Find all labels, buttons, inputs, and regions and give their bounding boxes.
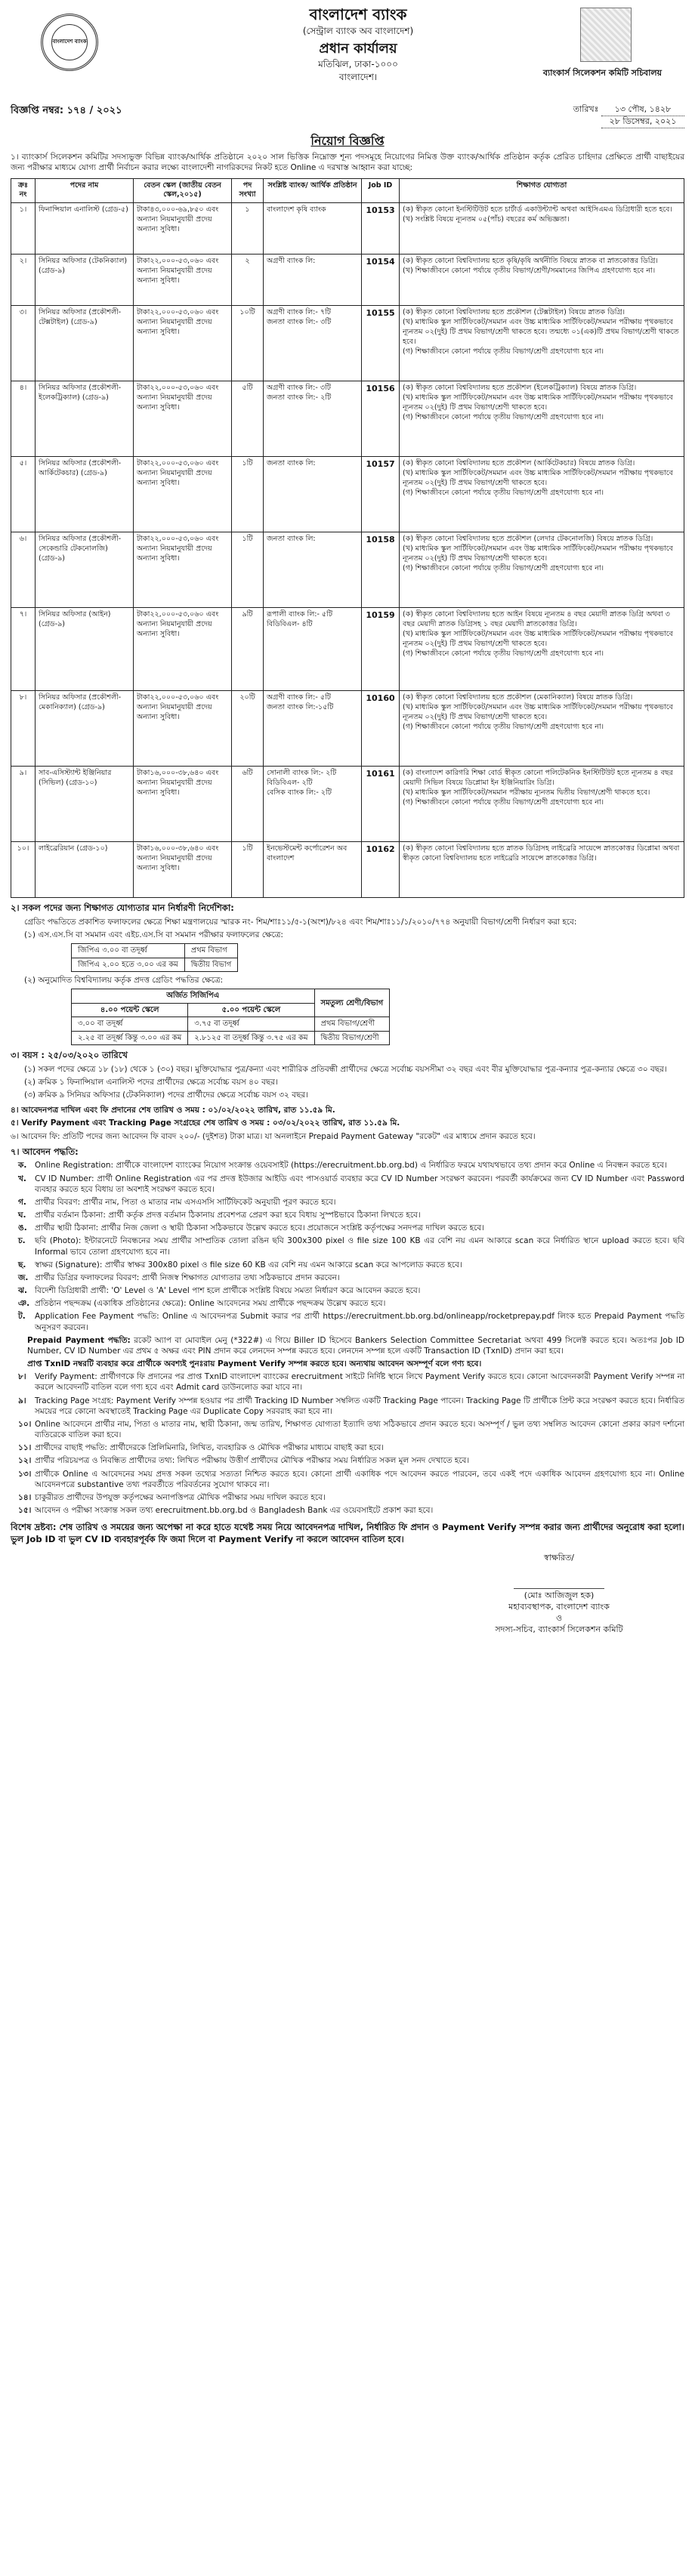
ssc-division-2: দ্বিতীয় বিভাগ bbox=[184, 958, 238, 972]
list-item-number: ঞ. bbox=[18, 1299, 30, 1309]
list-item bbox=[18, 1505, 684, 1516]
list-item bbox=[18, 1442, 684, 1453]
list-item-text: প্রার্থীর বর্তমান ঠিকানা: প্রার্থী কর্তৃক প্রদত্ত বর্তমান ঠিকানায় প্রবেশপত্র প্রেরণ করা হবে বিধায় সুস্পষ্টভাবে ঠিকানা লিখতে হবে। bbox=[35, 1211, 421, 1220]
prepaid-text: রকেট অ্যাপ বা মোবাইল মেনু (*322#) এ গিয়ে Biller ID হিসেবে Bankers Selection Committee Secretariat অথবা 499 সিলেক্ট করতে হবে। অতঃপর Job ID Number, CV ID Number এর প্রথম ৫ অক্ষর এবং PIN প্রদান করে লেনদেন সম্পন্ন করতে হবে। লেনদেন সম্পন্ন হলে একটি Transaction ID (TxnID) প্রদান করা হবে। bbox=[27, 1335, 684, 1356]
section-2-text: গ্রেডিং পদ্ধতিতে প্রকাশিত ফলাফলের ক্ষেত্রে শিক্ষা মন্ত্রণালয়ের স্মারক নং- শিম/শাঃ১১/৫-১(অংশ)/৮২৪ এবং শিম/শাঃ১১/১/২০১০/৭৭৪ অনুযায়ী বিভাগ/শ্রেণী নির্ধারণ করা হবে: bbox=[24, 917, 577, 927]
prepaid-title: Prepaid Payment পদ্ধতি: bbox=[27, 1335, 131, 1345]
section-7-title: ৭। আবেদন পদ্ধতি: bbox=[11, 1146, 79, 1157]
equiv-header: সমতুল্য শ্রেণী/বিভাগ bbox=[314, 989, 390, 1017]
special-note: বিশেষ দ্রষ্টব্য: শেষ তারিখ ও সময়ের জন্য অপেক্ষা না করে হাতে যথেষ্ট সময় নিয়ে আবেদনপত্র দাখিল, নির্ধারিত ফি প্রদান ও Payment Verify সম্পন্ন করার জন্য প্রার্থীদের অনুরোধ করা হলো। ভুল Job ID বা ভুল CV ID ব্যবহারপূর্বক ফি জমা দিলে বা Payment Verify না করলে আবেদন বাতিল হবে। bbox=[11, 1522, 684, 1544]
col-education: শিক্ষাগত যোগ্যতা bbox=[400, 178, 684, 203]
cell-scale: টাকা২২,০০০-৫৩,০৬০ এবং অন্যান্য নিয়মানুযায়ী প্রদেয় অন্যান্য সুবিধা। bbox=[134, 691, 232, 767]
cell-bank: অগ্রণী ব্যাংক লি: bbox=[264, 255, 362, 306]
cell-education: (ক) বাংলাদেশ কারিগরি শিক্ষা বোর্ড স্বীকৃত কোনো পলিটেকনিক ইনস্টিটিউট হতে ন্যূনতম ৪ বছর মেয়াদী সিভিল বিষয়ে ডিপ্লোমা ইন ইঞ্জিনিয়ারিং ডিগ্রি। (খ) মাধ্যমিক স্কুল সার্টিফিকেট/সমমান পরীক্ষায় ন্যূনতম দ্বিতীয় বিভাগ/শ্রেণী থাকতে হবে। (গ) শিক্ষাজীবনে কোনো পর্যায়ে তৃতীয় বিভাগ/শ্রেণী গ্রহণযোগ্য হবে না। bbox=[400, 767, 684, 842]
list-item-number: ট. bbox=[18, 1312, 26, 1322]
ssc-division-1: প্রথম বিভাগ bbox=[184, 944, 238, 958]
list-item bbox=[18, 1160, 684, 1171]
cell-count: ৫টি bbox=[232, 381, 264, 457]
cell-bank: বাংলাদেশ কৃষি ব্যাংক bbox=[264, 203, 362, 255]
date-label: তারিখঃ bbox=[573, 104, 599, 114]
list-item-text: প্রার্থীকে Online এ আবেদনের সময় প্রদত্ত সকল তথ্যের সত্যতা নিশ্চিত করতে হবে। কোনো প্রার্থী একাধিক পদে আবেদন করতে পারবেন, তবে একই পদে একাধিক আবেদন গ্রহণযোগ্য হবে না। Online আবেদনপত্রে substantive তথ্য পরবর্তীতে পরিবর্তনের সুযোগ থাকবে না। bbox=[35, 1469, 684, 1489]
signatory-name: (মোঃ আজিজুল হক) bbox=[524, 1590, 595, 1601]
reference-line bbox=[11, 104, 684, 128]
cell-job-id: 10161 bbox=[362, 767, 400, 842]
cell-post: সিনিয়র অফিসার (প্রকৌশলী-মেকানিক্যাল) (গ্রেড-৯) bbox=[36, 691, 134, 767]
table-row bbox=[11, 767, 684, 842]
cell-bank: অগ্রণী ব্যাংক লি:- ৭টি জনতা ব্যাংক লি:- ৩টি bbox=[264, 306, 362, 381]
list-item-number: ১১। bbox=[18, 1443, 32, 1453]
list-item-text: বিদেশী ডিগ্রিধারী প্রার্থী: 'O' Level ও 'A' Level পাশ হলে প্রার্থীকে সংশ্লিষ্ট বিষয়ে সমতা নির্ধারণ করে আবেদন করতে হবে। bbox=[35, 1286, 421, 1296]
cell-job-id: 10162 bbox=[362, 842, 400, 898]
list-item-number: ৮। bbox=[18, 1372, 26, 1382]
list-item bbox=[18, 1311, 684, 1332]
bank-english-name: (সেন্ট্রাল ব্যাংক অব বাংলাদেশ) bbox=[302, 26, 414, 36]
cell-post: সিনিয়র অফিসার (প্রকৌশলী-আর্কিটেকচার) (গ্রেড-৯) bbox=[36, 457, 134, 532]
list-item bbox=[18, 1236, 684, 1257]
intro-paragraph: ১। ব্যাংকার্স সিলেকশন কমিটির সদস্যভুক্ত বিভিন্ন ব্যাংক/আর্থিক প্রতিষ্ঠানে ২০২০ সাল ভিত্তিক নিম্নোক্ত শূন্য পদসমূহে নিয়োগের নিমিত্ত উক্ত ব্যাংক/আর্থিক প্রতিষ্ঠান কর্তৃক প্রেরিত চাহিদার প্রেক্ষিতে প্রার্থী বাছাইয়ের জন্য পরীক্ষার মাধ্যমে যোগ্য প্রার্থী নির্বাচন করার লক্ষ্যে বাংলাদেশী নাগরিকদের নিকট হতে Online এ দরখাস্ত আহ্বান করা যাচ্ছে: bbox=[11, 153, 684, 173]
list-item bbox=[18, 1273, 684, 1283]
list-item-number: চ. bbox=[18, 1236, 26, 1246]
list-item-number: ঝ. bbox=[18, 1286, 27, 1296]
deadline-value-2: : ০৩/০২/২০২২ তারিখ, রাত ১১.৫৯ মি. bbox=[267, 1118, 400, 1128]
table-row bbox=[72, 989, 390, 1004]
portrait-image bbox=[580, 8, 632, 62]
table-row bbox=[72, 958, 238, 972]
cell-education: (ক) স্বীকৃত কোনো বিশ্ববিদ্যালয় হতে প্রকৌশল (টেক্সটাইল) বিষয়ে স্নাতক ডিগ্রি। (খ) মাধ্যমিক স্কুল সার্টিফিকেট/সমমান এবং উচ্চ মাধ্যমিক সার্টিফিকেট/সমমান পরীক্ষায় পৃথকভাবে ন্যূনতম ০২(দুই) টি প্রথম বিভাগ/শ্রেণী থাকতে হবে। তন্মধ্যে ০১(এক)টি প্রথম বিভাগ/শ্রেণী থাকতে হবে। (গ) শিক্ষাজীবনে কোনো পর্যায়ে তৃতীয় বিভাগ/শ্রেণী গ্রহণযোগ্য হবে না। bbox=[400, 306, 684, 381]
date-english: ২৮ ডিসেম্বর, ২০২১ bbox=[601, 116, 684, 128]
cell-scale: টাকা৪৩,০০০-৬৯,৮৫০ এবং অন্যান্য নিয়মানুযায়ী প্রদেয় অন্যান্য সুবিধা। bbox=[134, 203, 232, 255]
list-item-text: প্রার্থীর স্থায়ী ঠিকানা: প্রার্থীর নিজ জেলা ও স্থায়ী ঠিকানা সঠিকভাবে উল্লেখ করতে হবে। প্রয়োজনে সংশ্লিষ্ট কর্তৃপক্ষের সনদপত্র দাখিল করতে হবে। bbox=[35, 1223, 484, 1233]
table-row bbox=[72, 1031, 390, 1045]
cell-bank: অগ্রণী ব্যাংক লি:- ৫টি জনতা ব্যাংক লি:-১৫টি bbox=[264, 691, 362, 767]
cell-serial: ৫। bbox=[11, 457, 36, 532]
table-row bbox=[11, 457, 684, 532]
cell-count: ২০টি bbox=[232, 691, 264, 767]
cgpa-eq-2: দ্বিতীয় বিভাগ/শ্রেণী bbox=[314, 1031, 390, 1045]
cell-job-id: 10159 bbox=[362, 608, 400, 691]
ssc-label: (১) এস.এস.সি বা সমমান এবং এইচ.এস.সি বা সমমান পরীক্ষার ফলাফলের ক্ষেত্রে: bbox=[24, 930, 283, 939]
cell-scale: টাকা২২,০০০-৫৩,০৬০ এবং অন্যান্য নিয়মানুযায়ী প্রদেয় অন্যান্য সুবিধা। bbox=[134, 608, 232, 691]
list-item-text: স্বাক্ষর (Signature): প্রার্থীর স্বাক্ষর 300x80 pixel ও file size 60 KB এর বেশি নয় এমন আকারে scan করে আপলোড করতে হবে। bbox=[35, 1260, 462, 1269]
list-item bbox=[18, 1197, 684, 1208]
section-application-method bbox=[11, 1146, 684, 1369]
deadline-label-3: ৬। আবেদন ফি: প্রতিটি পদের জন্য আবেদন ফি বাবদ ২০০/- (দুইশত) টাকা মাত্র। bbox=[11, 1131, 263, 1141]
cell-count: ২ bbox=[232, 255, 264, 306]
list-item bbox=[18, 1455, 684, 1466]
list-item-text: প্রার্থীর পরিচয়পত্র ও নিবন্ধিত প্রার্থীদের তথ্য: লিখিত পরীক্ষায় উত্তীর্ণ প্রার্থীদের মৌখিক পরীক্ষার সময় নির্ধারিত সকল মূল সনদ দেখাতে হবে। bbox=[35, 1456, 470, 1466]
table-row bbox=[11, 381, 684, 457]
cell-scale: টাকা২২,০০০-৫৩,০৬০ এবং অন্যান্য নিয়মানুযায়ী প্রদেয় অন্যান্য সুবিধা। bbox=[134, 255, 232, 306]
notice-title: নিয়োগ বিজ্ঞপ্তি bbox=[310, 133, 385, 148]
bangladesh-bank-logo-icon bbox=[41, 14, 98, 71]
ssc-grade-table bbox=[71, 943, 238, 972]
deadline-label-1: ৪। আবেদনপত্র দাখিল এবং ফি প্রদানের শেষ তারিখ ও সময় bbox=[11, 1106, 199, 1115]
posts-table bbox=[11, 178, 684, 899]
cell-bank: রূপালী ব্যাংক লি:- ৫টি বিডিবিএল- ৪টি bbox=[264, 608, 362, 691]
signatory-and: ও bbox=[555, 1612, 563, 1623]
list-item-number: ঘ. bbox=[18, 1211, 26, 1220]
col-bank: সংশ্লিষ্ট ব্যাংক/ আর্থিক প্রতিষ্ঠান bbox=[264, 178, 362, 203]
table-row bbox=[72, 1017, 390, 1032]
list-item bbox=[18, 1419, 684, 1440]
bank-name: বাংলাদেশ ব্যাংক bbox=[309, 5, 407, 23]
application-steps-list bbox=[18, 1160, 684, 1332]
list-item bbox=[18, 1260, 684, 1270]
deadline-item bbox=[11, 1118, 684, 1128]
list-item-text: চাকুরীরত প্রার্থীদের উপযুক্ত কর্তৃপক্ষের অনাপত্তিপত্র মৌখিক পরীক্ষার সময় দাখিল করতে হবে। bbox=[35, 1492, 326, 1502]
cell-post: সিনিয়র অফিসার (প্রকৌশলী-সেকেন্ডারি টেকনোলজি) (গ্রেড-৯) bbox=[36, 532, 134, 608]
scale4-header: ৪.০০ পয়েন্ট স্কেলে bbox=[72, 1003, 188, 1017]
office-heading bbox=[237, 5, 479, 83]
cell-serial: ৬। bbox=[11, 532, 36, 608]
cgpa-s5-2: ২.৮১২৫ বা তদূর্ধ্ব কিন্তু ৩.৭৫ এর কম bbox=[188, 1031, 314, 1045]
cell-bank: জনতা ব্যাংক লি: bbox=[264, 532, 362, 608]
table-row bbox=[11, 842, 684, 898]
age-item-2: (২) ক্রমিক ১ ফিনান্সিয়াল এনালিস্ট পদের প্রার্থীদের ক্ষেত্রে সর্বোচ্চ বয়স ৪০ বছর। bbox=[24, 1077, 278, 1087]
cell-job-id: 10155 bbox=[362, 306, 400, 381]
list-item-number: ১৫। bbox=[18, 1506, 32, 1516]
list-item-number: ছ. bbox=[18, 1260, 26, 1269]
cgpa-s4-2: ২.২৫ বা তদূর্ধ্ব কিন্তু ৩.০০ এর কম bbox=[72, 1031, 188, 1045]
deadline-value-3: যা অনলাইনে Prepaid Payment Gateway "রকেট" এর মাধ্যমে প্রদান করতে হবে। bbox=[264, 1131, 536, 1141]
cell-scale: টাকা২২,০০০-৫৩,০৬০ এবং অন্যান্য নিয়মানুযায়ী প্রদেয় অন্যান্য সুবিধা। bbox=[134, 306, 232, 381]
deadline-item bbox=[11, 1131, 684, 1142]
cell-count: ১টি bbox=[232, 842, 264, 898]
list-item-number: খ. bbox=[18, 1174, 26, 1183]
cell-job-id: 10154 bbox=[362, 255, 400, 306]
cell-scale: টাকা১৬,০০০-৩৮,৬৪০ এবং অন্যান্য নিয়মানুযায়ী প্রদেয় অন্যান্য সুবিধা। bbox=[134, 842, 232, 898]
head-office: প্রধান কার্যালয় bbox=[319, 41, 397, 57]
list-item-text: Verify Payment: প্রার্থীগণকে ফি প্রদানের পর প্রাপ্ত TxnID বাংলাদেশ ব্যাংকের erecruitment সাইটে নির্দিষ্ট স্থানে লিখে Payment Verify করতে হবে। কোনো আবেদনকারী Payment Verify সম্পন্ন না করলে আবেদনটি বাতিল বলে গণ্য হবে এবং Admit card ডাউনলোড করা যাবে না। bbox=[35, 1372, 684, 1393]
cell-serial: ২। bbox=[11, 255, 36, 306]
list-item bbox=[18, 1371, 684, 1393]
cell-serial: ৪। bbox=[11, 381, 36, 457]
list-item-text: Online আবেদনে প্রার্থীর নাম, পিতা ও মাতার নাম, স্থায়ী ঠিকানা, জন্ম তারিখ, শিক্ষাগত যোগ্যতা ইত্যাদি তথ্য সঠিকভাবে প্রদান করতে হবে। অসম্পূর্ণ / ভুল তথ্য সম্বলিত আবেদন কোনো প্রকার কারণ দর্শানো ব্যতিরেকে বাতিল করা হবে। bbox=[35, 1419, 684, 1440]
list-item bbox=[18, 1210, 684, 1220]
list-item-text: প্রার্থীর ডিগ্রির ফলাফলের বিবরণ: প্রার্থী নিজস্ব শিক্ষাগত যোগ্যতার তথ্য সঠিকভাবে প্রদান করবেন। bbox=[35, 1273, 340, 1282]
cell-scale: টাকা১৬,০০০-৩৮,৬৪০ এবং অন্যান্য নিয়মানুযায়ী প্রদেয় অন্যান্য সুবিধা। bbox=[134, 767, 232, 842]
other-instructions-list bbox=[18, 1371, 684, 1516]
list-item-number: ক. bbox=[18, 1161, 27, 1171]
signature-block bbox=[434, 1553, 684, 1635]
deadline-item bbox=[11, 1105, 684, 1115]
date-bangla: ১৩ পৌষ, ১৪২৮ bbox=[601, 104, 684, 116]
cell-count: ১টি bbox=[232, 532, 264, 608]
cell-education: (ক) স্বীকৃত কোনো বিশ্ববিদ্যালয় হতে প্রকৌশল (মেকানিক্যাল) বিষয়ে স্নাতক ডিগ্রি। (খ) মাধ্যমিক স্কুল সার্টিফিকেট/সমমান এবং উচ্চ মাধ্যমিক সার্টিফিকেট/সমমান পরীক্ষায় পৃথকভাবে ন্যূনতম ০২(দুই) টি প্রথম বিভাগ/শ্রেণী থাকতে হবে। (গ) শিক্ষাজীবনে কোনো পর্যায়ে তৃতীয় বিভাগ/শ্রেণী গ্রহণযোগ্য হবে না। bbox=[400, 691, 684, 767]
cell-scale: টাকা২২,০০০-৫৩,০৬০ এবং অন্যান্য নিয়মানুযায়ী প্রদেয় অন্যান্য সুবিধা। bbox=[134, 381, 232, 457]
section-age bbox=[11, 1050, 684, 1100]
cgpa-s5-1: ৩.৭৫ বা তদূর্ধ্ব bbox=[188, 1017, 314, 1032]
list-item-number: ১৪। bbox=[18, 1492, 32, 1502]
cell-education: (ক) স্বীকৃত কোনো বিশ্ববিদ্যালয় হতে আইন বিষয়ে ন্যূনতম ৪ বছর মেয়াদী স্নাতক ডিগ্রি অথবা ৩ বছর মেয়াদী স্নাতক ডিগ্রিসহ ১ বছর মেয়াদী স্নাতকোত্তর ডিগ্রি। (খ) মাধ্যমিক স্কুল সার্টিফিকেট/সমমান এবং উচ্চ মাধ্যমিক সার্টিফিকেট/সমমান পরীক্ষায় পৃথকভাবে ন্যূনতম ০২(দুই) টি প্রথম বিভাগ/শ্রেণী থাকতে হবে। (গ) শিক্ষাজীবনে কোনো পর্যায়ে তৃতীয় বিভাগ/শ্রেণী গ্রহণযোগ্য হবে না। bbox=[400, 608, 684, 691]
list-item-number: ১০। bbox=[18, 1419, 32, 1429]
list-item-text: Application Fee Payment পদ্ধতি: Online এ আবেদনপত্র Submit করার পর প্রার্থী https://erecruitment.bb.org.bd/onlineapp/rocketprepay.pdf লিংক হতে Prepaid Payment পদ্ধতি অনুসরণ করবেন। bbox=[35, 1312, 684, 1332]
cell-job-id: 10157 bbox=[362, 457, 400, 532]
table-row bbox=[11, 203, 684, 255]
section-3-title: ৩। বয়স : ২৫/০৩/২০২০ তারিখে bbox=[11, 1050, 128, 1061]
list-item bbox=[18, 1492, 684, 1503]
cell-bank: জনতা ব্যাংক লি: bbox=[264, 457, 362, 532]
list-item bbox=[18, 1285, 684, 1296]
table-row bbox=[11, 691, 684, 767]
notice-date bbox=[573, 104, 684, 128]
cell-post: সিনিয়র অফিসার (প্রকৌশলী-ইলেকট্রিক্যাল) (গ্রেড-৯) bbox=[36, 381, 134, 457]
cell-serial: ৩। bbox=[11, 306, 36, 381]
cell-scale: টাকা২২,০০০-৫৩,০৬০ এবং অন্যান্য নিয়মানুযায়ী প্রদেয় অন্যান্য সুবিধা। bbox=[134, 532, 232, 608]
col-scale: বেতন স্কেল (জাতীয় বেতন স্কেল,২০১৫) bbox=[134, 178, 232, 203]
list-item-text: Online Registration: প্রার্থীকে বাংলাদেশ ব্যাংকের নিয়োগ সংক্রান্ত ওয়েবসাইট (https://erecruitment.bb.org.bd) এ নির্ধারিত ফরমে যথাযথভাবে তথ্য প্রদান করে Online এ নিবন্ধন করতে হবে। bbox=[35, 1161, 667, 1171]
table-row bbox=[11, 306, 684, 381]
committee-name: ব্যাংকার্স সিলেকশন কমিটি সচিবালয় bbox=[542, 68, 662, 78]
cell-post: সাব-এসিস্ট্যান্ট ইঞ্জিনিয়ার (সিভিল) (গ্রেড-১০) bbox=[36, 767, 134, 842]
col-serial: ক্রঃ নং bbox=[11, 178, 36, 203]
logo-text: বাংলাদেশ ব্যাংক bbox=[52, 39, 87, 45]
cell-post: ফিনান্সিয়াল এনালিস্ট (গ্রেড-৫) bbox=[36, 203, 134, 255]
cgpa-eq-1: প্রথম বিভাগ/শ্রেণী bbox=[314, 1017, 390, 1032]
table-row bbox=[11, 532, 684, 608]
prepaid-block bbox=[27, 1335, 684, 1356]
cell-count: ১০টি bbox=[232, 306, 264, 381]
cell-count: ১টি bbox=[232, 457, 264, 532]
list-item bbox=[18, 1298, 684, 1309]
list-item-text: প্রার্থীদের বাছাই পদ্ধতি: প্রার্থীদেরকে প্রিলিমিনারি, লিখিত, ব্যবহারিক ও মৌখিক পরীক্ষার মাধ্যমে বাছাই করা হবে। bbox=[35, 1443, 385, 1453]
cell-scale: টাকা২২,০০০-৫৩,০৬০ এবং অন্যান্য নিয়মানুযায়ী প্রদেয় অন্যান্য সুবিধা। bbox=[134, 457, 232, 532]
cell-bank: সোনালী ব্যাংক লি:- ২টি বিডিবিএল- ২টি বেসিক ব্যাংক লি:- ২টি bbox=[264, 767, 362, 842]
cell-education: (ক) স্বীকৃত কোনো ইনস্টিটিউট হতে চার্টার্ড একাউন্ট্যান্ট অথবা আইসিএমএ ডিগ্রিধারী হতে হবে। (খ) সংশ্লিষ্ট বিষয়ে ন্যূনতম ০৫(পাঁচ) বছরের কর্ম অভিজ্ঞতা। bbox=[400, 203, 684, 255]
cell-bank: ইনভেস্টমেন্ট কর্পোরেশন অব বাংলাদেশ bbox=[264, 842, 362, 898]
list-item-text: প্রতিষ্ঠান পছন্দক্রম (একাধিক প্রতিষ্ঠানের ক্ষেত্রে): Online আবেদনের সময় প্রার্থীকে পছন্দক্রম উল্লেখ করতে হবে। bbox=[35, 1299, 386, 1309]
country: বাংলাদেশ। bbox=[338, 71, 378, 82]
list-item-text: আবেদন ও পরীক্ষা সংক্রান্ত সকল তথ্য erecruitment.bb.org.bd ও Bangladesh Bank এর ওয়েবসাইটে প্রকাশ করা হবে। bbox=[35, 1506, 434, 1516]
cell-count: ৬টি bbox=[232, 767, 264, 842]
col-post: পদের নাম bbox=[36, 178, 134, 203]
col-count: পদ সংখ্যা bbox=[232, 178, 264, 203]
signed-label: স্বাক্ষরিত/ bbox=[544, 1553, 574, 1563]
cell-bank: অগ্রণী ব্যাংক লি:- ৩টি জনতা ব্যাংক লি:- ২টি bbox=[264, 381, 362, 457]
cell-serial: ১০। bbox=[11, 842, 36, 898]
list-item-text: CV ID Number: প্রার্থী Online Registration এর পর প্রদত্ত ইউজার আইডি এবং পাসওয়ার্ড ব্যবহার করে CV ID Number সংরক্ষণ করবেন। পরবর্তী কার্যক্রমের জন্য CV ID Number এবং Password ব্যবহার করতে হবে বিধায় তা অবশ্যই সংরক্ষণ করতে হবে। bbox=[35, 1174, 684, 1194]
scale5-header: ৫.০০ পয়েন্ট স্কেলে bbox=[188, 1003, 314, 1017]
logo-inner bbox=[51, 24, 88, 60]
ssc-range-1: জিপিএ ৩.০০ বা তদূর্ধ্ব bbox=[72, 944, 185, 958]
list-item bbox=[18, 1469, 684, 1490]
cell-job-id: 10160 bbox=[362, 691, 400, 767]
txn-note: প্রাপ্ত TxnID নম্বরটি ব্যবহার করে প্রার্থীকে অবশ্যই পুনঃরায় Payment Verify সম্পন্ন করতে হবে। অন্যথায় আবেদন অসম্পূর্ণ বলে গণ্য হবে। bbox=[27, 1359, 482, 1369]
cell-education: (ক) স্বীকৃত কোনো বিশ্ববিদ্যালয় হতে প্রকৌশল (আর্কিটেকচার) বিষয়ে স্নাতক ডিগ্রি। (খ) মাধ্যমিক স্কুল সার্টিফিকেট/সমমান এবং উচ্চ মাধ্যমিক সার্টিফিকেট/সমমান পরীক্ষায় পৃথকভাবে ন্যূনতম ০২(দুই) টি প্রথম বিভাগ/শ্রেণী থাকতে হবে। (গ) শিক্ষাজীবনে কোনো পর্যায়ে তৃতীয় বিভাগ/শ্রেণী গ্রহণযোগ্য হবে না। bbox=[400, 457, 684, 532]
list-item bbox=[18, 1223, 684, 1233]
table-row bbox=[72, 944, 238, 958]
cell-job-id: 10153 bbox=[362, 203, 400, 255]
list-item-text: প্রার্থীর বিবরণ: প্রার্থীর নাম, পিতা ও মাতার নাম এসএসসি সার্টিফিকেট অনুযায়ী পূরণ করতে হবে। bbox=[35, 1197, 336, 1207]
list-item bbox=[18, 1174, 684, 1195]
list-item-text: ছবি (Photo): ইন্টারনেটে নিবন্ধনের সময় প্রার্থীর সাম্প্রতিক তোলা রঙিন ছবি 300x300 pixel ও file size 100 KB এর বেশি নয় এমন আকারে scan করে নির্ধারিত স্থানে upload করতে হবে। ছবি Informal ভাবে তোলা গ্রহণযোগ্য হবে না। bbox=[35, 1236, 684, 1257]
list-item-text: Tracking Page সংগ্রহ: Payment Verify সম্পন্ন হওয়ার পর প্রার্থী Tracking ID Number সম্বলিত একটি Tracking Page পাবেন। Tracking Page টি প্রার্থীকে প্রিন্ট করে সংরক্ষণ করতে হবে। নির্ধারিত সময়ের পরে কোনো অবস্থাতেই Tracking Page এর Duplicate Copy সরবরাহ করা হবে না। bbox=[35, 1396, 684, 1416]
cell-post: সিনিয়র অফিসার (প্রকৌশলী-টেক্সটাইল) (গ্রেড-৯) bbox=[36, 306, 134, 381]
signatory-designation: মহাব্যবস্থাপক, বাংলাদেশ ব্যাংক bbox=[508, 1602, 610, 1612]
deadline-value-1: : ০১/০২/২০২২ তারিখ, রাত ১১.৫৯ মি. bbox=[202, 1106, 335, 1115]
cell-post: লাইব্রেরিয়ান (গ্রেড-১০) bbox=[36, 842, 134, 898]
list-item bbox=[18, 1396, 684, 1417]
table-row bbox=[11, 255, 684, 306]
list-item-number: ঙ. bbox=[18, 1223, 27, 1233]
notice-reference: বিজ্ঞপ্তি নম্বর: ১৭৪ / ২০২১ bbox=[11, 105, 122, 116]
list-item-number: ৯। bbox=[18, 1396, 26, 1405]
list-item-number: ১২। bbox=[18, 1456, 32, 1466]
cell-serial: ৮। bbox=[11, 691, 36, 767]
list-item-number: গ. bbox=[18, 1197, 26, 1207]
cell-count: ১ bbox=[232, 203, 264, 255]
cgpa-s4-1: ৩.০০ বা তদূর্ধ্ব bbox=[72, 1017, 188, 1032]
signature-image bbox=[514, 1566, 604, 1589]
table-header-row bbox=[11, 178, 684, 203]
cell-post: সিনিয়র অফিসার (টেকনিক্যাল) (গ্রেড-৯) bbox=[36, 255, 134, 306]
signatory-role: সদস্য-সচিব, ব্যাংকার্স সিলেকশন কমিটি bbox=[495, 1624, 623, 1634]
cell-serial: ৭। bbox=[11, 608, 36, 691]
cell-job-id: 10156 bbox=[362, 381, 400, 457]
ssc-range-2: জিপিএ ২.০০ হতে ৩.০০ এর কম bbox=[72, 958, 185, 972]
section-deadlines bbox=[11, 1105, 684, 1142]
cell-serial: ১। bbox=[11, 203, 36, 255]
section-education-standard bbox=[11, 902, 684, 1045]
age-item-3: (৩) ক্রমিক ৯ সিনিয়র অফিসার (টেকনিক্যাল) পদের প্রার্থীদের ক্ষেত্রে সর্বোচ্চ বয়স ৩২ বছর। bbox=[24, 1091, 308, 1100]
cell-education: (ক) স্বীকৃত কোনো বিশ্ববিদ্যালয় হতে প্রকৌশল (লেদার টেকনোলজি) বিষয়ে স্নাতক ডিগ্রি। (খ) মাধ্যমিক স্কুল সার্টিফিকেট/সমমান এবং উচ্চ মাধ্যমিক সার্টিফিকেট/সমমান পরীক্ষায় পৃথকভাবে ন্যূনতম ০২(দুই) টি প্রথম বিভাগ/শ্রেণী থাকতে হবে। (গ) শিক্ষাজীবনে কোনো পর্যায়ে তৃতীয় বিভাগ/শ্রেণী গ্রহণযোগ্য হবে না। bbox=[400, 532, 684, 608]
cell-education: (ক) স্বীকৃত কোনো বিশ্ববিদ্যালয় হতে প্রকৌশল (ইলেকট্রিক্যাল) বিষয়ে স্নাতক ডিগ্রি। (খ) মাধ্যমিক স্কুল সার্টিফিকেট/সমমান এবং উচ্চ মাধ্যমিক সার্টিফিকেট/সমমান পরীক্ষায় পৃথকভাবে ন্যূনতম ০২(দুই) টি প্রথম বিভাগ/শ্রেণী থাকতে হবে। (গ) শিক্ষাজীবনে কোনো পর্যায়ে তৃতীয় বিভাগ/শ্রেণী গ্রহণযোগ্য হবে না। bbox=[400, 381, 684, 457]
cell-post: সিনিয়র অফিসার (আইন) (গ্রেড-৯) bbox=[36, 608, 134, 691]
header bbox=[11, 5, 684, 103]
cell-count: ৯টি bbox=[232, 608, 264, 691]
section-2-title: ২। সকল পদের জন্য শিক্ষাগত যোগ্যতার মান নির্ধারণী নির্দেশিকা: bbox=[11, 902, 234, 914]
table-row bbox=[11, 608, 684, 691]
col-job-id: Job ID bbox=[362, 178, 400, 203]
deadline-label-2: ৫। Verify Payment এবং Tracking Page সংগ্রহের শেষ তারিখ ও সময় bbox=[11, 1118, 264, 1128]
age-item-1: (১) সকল পদের ক্ষেত্রে ১৮ (১৮) থেকে ১ (৩০) বছর। মুক্তিযোদ্ধার পুত্র/কন্যা এবং শারীরিক প্রতিবন্ধী প্রার্থীদের ক্ষেত্রে সর্বোচ্চ বয়সসীমা ৩২ বছর এবং বীর মুক্তিযোদ্ধার পুত্র-কন্যার পুত্র-কন্যার ক্ষেত্রে ৩০ বছর। bbox=[24, 1064, 667, 1074]
cell-serial: ৯। bbox=[11, 767, 36, 842]
cell-job-id: 10158 bbox=[362, 532, 400, 608]
cgpa-header: অর্জিত সিজিপিএ bbox=[72, 989, 315, 1004]
list-item-number: ১৩। bbox=[18, 1469, 32, 1479]
cell-education: (ক) স্বীকৃত কোনো বিশ্ববিদ্যালয় হতে কৃষি/কৃষি অর্থনীতি বিষয়ে স্নাতক বা স্নাতকোত্তর ডিগ্রি। (খ) শিক্ষাজীবনে কোনো পর্যায়ে তৃতীয় বিভাগ/শ্রেণী/সমমানের জিপিএ গ্রহণযোগ্য হবে না। bbox=[400, 255, 684, 306]
office-address: মতিঝিল, ঢাকা-১০০০ bbox=[318, 59, 398, 70]
cgpa-table bbox=[71, 989, 390, 1045]
univ-label: (২) অনুমোদিত বিশ্ববিদ্যালয় কর্তৃক প্রদত্ত গ্রেডিং পদ্ধতির ক্ষেত্রে: bbox=[24, 976, 224, 986]
cell-education: (ক) স্বীকৃত কোনো বিশ্ববিদ্যালয় হতে স্নাতক ডিগ্রিসহ লাইব্রেরি সায়েন্সে স্নাতকোত্তর ডিপ্লোমা অথবা স্বীকৃত কোনো বিশ্ববিদ্যালয় হতে লাইব্রেরি সায়েন্সে স্নাতকোত্তর ডিগ্রি। bbox=[400, 842, 684, 898]
list-item-number: জ. bbox=[18, 1273, 29, 1282]
